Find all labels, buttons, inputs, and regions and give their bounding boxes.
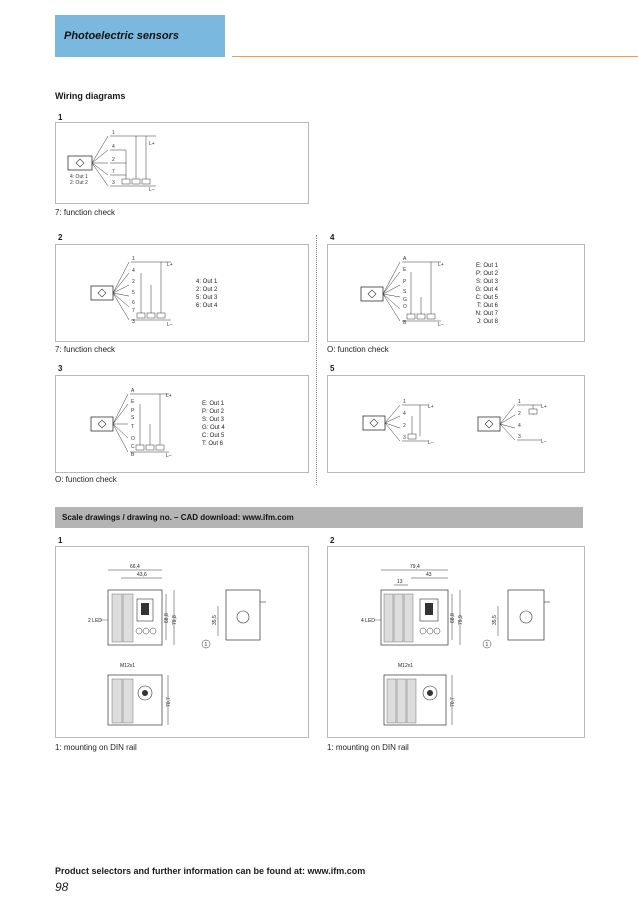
diagram-1-out-2: 2: Out 2 bbox=[70, 180, 88, 186]
diagram-4-outputs bbox=[458, 262, 498, 326]
diagram-1-box bbox=[55, 122, 309, 204]
diagram-4-out-6: T: Out 6 bbox=[476, 303, 498, 309]
diagram-3-pin-8: B bbox=[131, 452, 135, 458]
diagram-2-pin-2: 4 bbox=[132, 268, 135, 274]
diagram-4-pin-3: P bbox=[403, 279, 407, 285]
diagram-2-lplus: L+ bbox=[167, 262, 173, 268]
scale-1-caption: 1: mounting on DIN rail bbox=[55, 743, 137, 752]
diagram-4-pin-7: B bbox=[403, 320, 407, 326]
scale-2-width-1: 79,4 bbox=[410, 564, 420, 570]
diagram-1-lminus: L– bbox=[149, 187, 155, 193]
diagram-2-out-3: 5: Out 3 bbox=[196, 295, 218, 301]
scale-2-mark: 1 bbox=[485, 642, 489, 648]
diagram-1-out-1: 4: Out 1 bbox=[70, 174, 88, 180]
diagram-2-drawing bbox=[56, 245, 308, 341]
scale-2-led: 4 LED bbox=[361, 618, 375, 624]
scale-2-height-2: 79,9 bbox=[458, 615, 464, 625]
scale-1-height-2: 79,8 bbox=[172, 615, 178, 625]
diagram-4-lplus: L+ bbox=[438, 262, 444, 268]
diagram-2-pin-5: 6 bbox=[132, 300, 135, 306]
diagram-3-out-4: G: Out 4 bbox=[202, 425, 225, 431]
diagram-5-box bbox=[327, 375, 585, 473]
scale-1-conn: M12x1 bbox=[120, 663, 136, 669]
diagram-2-box bbox=[55, 244, 309, 342]
scale-2-width-2: 43 bbox=[426, 572, 432, 578]
scale-1-led: 2 LED bbox=[88, 618, 102, 624]
diagram-1-pin-5: 3 bbox=[112, 180, 115, 186]
diagram-5a-lminus: L– bbox=[428, 440, 434, 446]
diagram-2-number: 2 bbox=[58, 233, 63, 242]
diagram-3-out-6: T: Out 6 bbox=[202, 441, 224, 447]
diagram-2-pin-6: 7 bbox=[132, 308, 135, 314]
diagram-2-out-4: 6: Out 4 bbox=[196, 303, 218, 309]
wiring-title: Wiring diagrams bbox=[55, 91, 126, 101]
scale-1-height-4: 70,7 bbox=[166, 697, 172, 707]
diagram-3-pin-7: C bbox=[131, 444, 135, 450]
section-title: Photoelectric sensors bbox=[64, 30, 179, 42]
diagram-5-number: 5 bbox=[330, 364, 335, 373]
footer-text: Product selectors and further information can be found at: www.ifm.com bbox=[55, 866, 366, 876]
scale-1-mark: 1 bbox=[204, 642, 208, 648]
diagram-3-box bbox=[55, 375, 309, 473]
diagram-4-drawing bbox=[328, 245, 584, 341]
diagram-1-number: 1 bbox=[58, 113, 63, 122]
diagram-1-pin-4: 7 bbox=[112, 169, 115, 175]
diagram-4-number: 4 bbox=[330, 233, 335, 242]
scale-1-box bbox=[55, 546, 309, 738]
diagram-4-out-4: G: Out 4 bbox=[475, 287, 498, 293]
scale-1-width-1: 66,4 bbox=[130, 564, 140, 570]
page-number: 98 bbox=[55, 880, 69, 894]
diagram-1-pin-2: 4 bbox=[112, 144, 115, 150]
diagram-3-pin-3: P bbox=[131, 408, 135, 414]
diagram-5a-lplus: L+ bbox=[428, 404, 434, 410]
scale-2-conn: M12x1 bbox=[398, 663, 414, 669]
scale-2-height-1: 68,8 bbox=[450, 613, 456, 623]
diagram-1-pin-1: 1 bbox=[112, 130, 115, 136]
scale-2-drawing bbox=[328, 547, 584, 737]
diagram-1-lplus: L+ bbox=[149, 141, 155, 147]
diagram-4-out-7: N: Out 7 bbox=[475, 311, 498, 317]
diagram-2-out-2: 2: Out 2 bbox=[196, 287, 218, 293]
diagram-3-lplus: L+ bbox=[166, 393, 172, 399]
scale-1-width-2: 43,6 bbox=[137, 572, 147, 578]
scale-1-drawing bbox=[56, 547, 308, 737]
diagram-1-drawing bbox=[56, 123, 308, 203]
diagram-3-outputs bbox=[202, 400, 257, 448]
diagram-2-pin-7: 3 bbox=[132, 319, 135, 325]
diagram-3-pin-6: O bbox=[131, 436, 135, 442]
header-rule bbox=[232, 56, 638, 57]
diagram-4-pin-1: A bbox=[403, 256, 407, 262]
diagram-4-out-8: J: Out 8 bbox=[476, 319, 498, 325]
diagram-3-lminus: L– bbox=[166, 453, 172, 459]
diagram-2-pin-1: 1 bbox=[132, 256, 135, 262]
diagram-1-pin-3: 2 bbox=[112, 157, 115, 163]
diagram-2-caption: 7: function check bbox=[55, 345, 116, 354]
diagram-4-box bbox=[327, 244, 585, 342]
diagram-3-drawing bbox=[56, 376, 308, 472]
diagram-5b-pin-2: 2 bbox=[518, 411, 521, 417]
column-divider bbox=[316, 235, 317, 485]
diagram-3-number: 3 bbox=[58, 364, 63, 373]
diagram-5a-pin-2: 4 bbox=[403, 411, 406, 417]
diagram-5a-pin-1: 1 bbox=[403, 399, 406, 405]
diagram-4-pin-5: G bbox=[403, 297, 407, 303]
diagram-5-drawing bbox=[328, 376, 584, 472]
scale-2-height-3: 35,5 bbox=[492, 615, 498, 625]
scale-1-height-3: 35,5 bbox=[212, 615, 218, 625]
diagram-5b-lplus: L+ bbox=[541, 404, 547, 410]
scale-2-caption: 1: mounting on DIN rail bbox=[327, 743, 409, 752]
diagram-4-pin-2: E bbox=[403, 267, 407, 273]
scale-2-number: 2 bbox=[330, 536, 335, 545]
diagram-3-pin-4: S bbox=[131, 415, 135, 421]
scale-1-number: 1 bbox=[58, 536, 63, 545]
diagram-5a-pin-3: 2 bbox=[403, 423, 406, 429]
diagram-4-out-5: C: Out 5 bbox=[475, 295, 498, 301]
diagram-5b-pin-1: 1 bbox=[518, 399, 521, 405]
diagram-4-out-1: E: Out 1 bbox=[475, 263, 498, 269]
diagram-4-lminus: L– bbox=[438, 322, 444, 328]
diagram-3-pin-5: T bbox=[131, 424, 135, 430]
diagram-4-pin-6: O bbox=[403, 304, 407, 310]
diagram-2-out-1: 4: Out 1 bbox=[196, 279, 218, 285]
scale-2-height-4: 70,7 bbox=[450, 697, 456, 707]
scale-1-height-1: 68,8 bbox=[164, 613, 170, 623]
diagram-4-out-3: S: Out 3 bbox=[475, 279, 498, 285]
diagram-3-pin-1: A bbox=[131, 388, 135, 394]
diagram-5a-pin-4: 3 bbox=[403, 435, 406, 441]
diagram-3-out-1: E: Out 1 bbox=[202, 401, 225, 407]
scale-band-title: Scale drawings / drawing no. – CAD download: www.ifm.com bbox=[62, 513, 294, 522]
diagram-3-out-2: P: Out 2 bbox=[202, 409, 225, 415]
diagram-4-caption: O: function check bbox=[327, 345, 389, 354]
diagram-5b-lminus: L– bbox=[541, 439, 547, 445]
diagram-1-caption: 7: function check bbox=[55, 208, 116, 217]
scale-2-width-3: 13 bbox=[397, 579, 403, 585]
diagram-5b-pin-4: 3 bbox=[518, 434, 521, 440]
diagram-2-pin-4: 5 bbox=[132, 290, 135, 296]
diagram-5b-pin-3: 4 bbox=[518, 423, 521, 429]
diagram-3-out-3: S: Out 3 bbox=[202, 417, 225, 423]
diagram-3-out-5: C: Out 5 bbox=[202, 433, 225, 439]
diagram-2-lminus: L– bbox=[167, 322, 173, 328]
diagram-2-outputs bbox=[196, 278, 251, 310]
diagram-2-pin-3: 2 bbox=[132, 279, 135, 285]
scale-2-box bbox=[327, 546, 585, 738]
diagram-4-out-2: P: Out 2 bbox=[475, 271, 498, 277]
diagram-3-caption: O: function check bbox=[55, 475, 117, 484]
diagram-4-pin-4: S bbox=[403, 289, 407, 295]
diagram-3-pin-2: E bbox=[131, 399, 135, 405]
